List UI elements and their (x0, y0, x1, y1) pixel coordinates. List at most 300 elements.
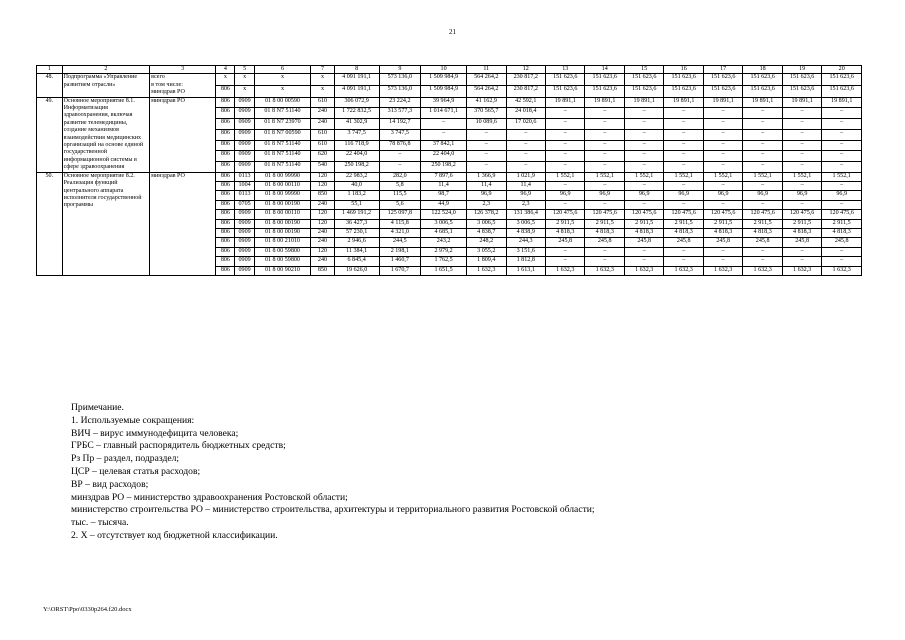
value-cell: – (624, 182, 663, 191)
responsible-executor-line: всего (151, 74, 165, 81)
column-number-cell: 11 (467, 66, 506, 74)
value-cell: 2 911,5 (703, 219, 742, 228)
value-cell: – (822, 247, 862, 256)
value-cell: 806 (216, 238, 235, 247)
value-cell: 151 623,6 (585, 86, 624, 98)
value-cell: 806 (216, 140, 235, 151)
value-cell: 610 (311, 129, 334, 140)
value-cell: – (506, 140, 545, 151)
value-cell: – (703, 200, 742, 209)
value-cell: – (664, 151, 703, 162)
value-cell: 01 8 00 00110 (254, 210, 311, 219)
value-cell: 19 891,1 (743, 97, 782, 108)
value-cell: 122 524,0 (421, 210, 467, 219)
table-row (37, 172, 862, 181)
value-cell: 1 632,3 (585, 266, 624, 275)
value-cell: – (585, 108, 624, 119)
value-cell: – (585, 247, 624, 256)
responsible-executor-line: минздрав РО (151, 172, 185, 179)
value-cell: 57 230,1 (334, 229, 379, 238)
value-cell: 01 8 N7 51140 (254, 140, 311, 151)
value-cell: 250 198,2 (334, 161, 379, 172)
value-cell: – (664, 161, 703, 172)
value-cell: 96,9 (467, 191, 506, 200)
column-number-cell: 18 (743, 66, 782, 74)
value-cell: 245,8 (743, 238, 782, 247)
value-cell: – (703, 108, 742, 119)
value-cell: 7 897,6 (421, 172, 467, 181)
value-cell: 151 623,6 (546, 86, 585, 98)
footer-file-path: Y:\ORST\Ppo\0330p264.f20.docx (43, 606, 132, 613)
value-cell: – (743, 129, 782, 140)
value-cell: – (822, 161, 862, 172)
value-cell: 1 552,1 (585, 172, 624, 181)
value-cell: – (703, 119, 742, 130)
value-cell: – (743, 161, 782, 172)
value-cell: 1 469 191,2 (334, 210, 379, 219)
column-number-cell: 2 (62, 66, 150, 74)
note-line: министерство строительства РО – министерство строительства, архитектуры и территориального развития Ростовской области; (71, 504, 595, 516)
value-cell: 1 509 984,9 (421, 86, 467, 98)
value-cell: 806 (216, 266, 235, 275)
value-cell: – (585, 161, 624, 172)
value-cell: 540 (311, 161, 334, 172)
value-cell: х (235, 86, 254, 98)
value-cell: 620 (311, 151, 334, 162)
value-cell: 151 623,6 (624, 74, 663, 86)
column-number-cell: 8 (334, 66, 379, 74)
value-cell: х (311, 86, 334, 98)
column-number-cell: 4 (216, 66, 235, 74)
value-cell: – (664, 140, 703, 151)
value-cell: 5,8 (379, 182, 421, 191)
value-cell: 17 020,6 (506, 119, 545, 130)
column-number-cell: 9 (379, 66, 421, 74)
value-cell: 0909 (235, 238, 254, 247)
responsible-executor-line: минздрав РО (151, 89, 185, 96)
value-cell: 806 (216, 210, 235, 219)
responsible-executor-cell (150, 172, 216, 275)
value-cell: 4 818,3 (624, 229, 663, 238)
value-cell: 151 623,6 (664, 86, 703, 98)
value-cell: 1 552,1 (624, 172, 663, 181)
value-cell: 39 964,9 (421, 97, 467, 108)
notes-section (71, 402, 871, 543)
value-cell: 610 (311, 140, 334, 151)
value-cell: 120 475,6 (546, 210, 585, 219)
value-cell: 41 162,9 (467, 97, 506, 108)
note-line: тыс. – тысяча. (71, 517, 129, 529)
value-cell: – (782, 119, 821, 130)
value-cell: – (782, 200, 821, 209)
value-cell: 248,2 (467, 238, 506, 247)
value-cell: 11,4 (467, 182, 506, 191)
value-cell: 230 817,2 (506, 74, 545, 86)
value-cell: 2 946,6 (334, 238, 379, 247)
value-cell: 4 091 191,1 (334, 86, 379, 98)
value-cell: – (743, 247, 782, 256)
note-line: 2. Х – отсутствует код бюджетной классификации. (71, 529, 278, 541)
value-cell: 306 072,9 (334, 97, 379, 108)
value-cell: 245,8 (703, 238, 742, 247)
value-cell: 1 021,9 (506, 172, 545, 181)
value-cell: 3 747,5 (379, 129, 421, 140)
value-cell: 230 817,2 (506, 86, 545, 98)
value-cell: 55,1 (334, 200, 379, 209)
value-cell: 14 192,7 (379, 119, 421, 130)
value-cell: 240 (311, 200, 334, 209)
value-cell: 96,9 (506, 191, 545, 200)
value-cell: 1 632,3 (664, 266, 703, 275)
value-cell: 151 623,6 (546, 74, 585, 86)
value-cell: 240 (311, 229, 334, 238)
value-cell: – (506, 161, 545, 172)
value-cell: 44,9 (421, 200, 467, 209)
value-cell: 0909 (235, 140, 254, 151)
value-cell: 3 006,5 (421, 219, 467, 228)
value-cell: – (506, 129, 545, 140)
value-cell: 806 (216, 97, 235, 108)
value-cell: 806 (216, 151, 235, 162)
value-cell: – (624, 247, 663, 256)
value-cell: 96,9 (585, 191, 624, 200)
value-cell: 125 097,8 (379, 210, 421, 219)
value-cell: 120 475,6 (743, 210, 782, 219)
value-cell: 01 8 00 21010 (254, 238, 311, 247)
value-cell: – (743, 257, 782, 266)
responsible-executor-line: минздрав РО (151, 97, 185, 104)
value-cell: 22 404,0 (421, 151, 467, 162)
value-cell: – (703, 247, 742, 256)
value-cell: 23 224,2 (379, 97, 421, 108)
value-cell: – (624, 119, 663, 130)
value-cell: – (743, 151, 782, 162)
value-cell: 4 818,3 (664, 229, 703, 238)
value-cell: – (782, 151, 821, 162)
value-cell: – (782, 247, 821, 256)
table-row (37, 97, 862, 108)
value-cell: – (546, 161, 585, 172)
value-cell: 0909 (235, 247, 254, 256)
value-cell: х (254, 86, 311, 98)
value-cell: 120 475,6 (822, 210, 862, 219)
value-cell: 0113 (235, 172, 254, 181)
value-cell: 245,8 (585, 238, 624, 247)
value-cell: 01 8 N7 51140 (254, 108, 311, 119)
budget-table (36, 65, 862, 276)
value-cell: 573 136,0 (379, 86, 421, 98)
value-cell: 806 (216, 108, 235, 119)
value-cell: 1 552,1 (743, 172, 782, 181)
value-cell: 1 552,1 (782, 172, 821, 181)
value-cell: 120 475,6 (664, 210, 703, 219)
value-cell: 19 891,1 (624, 97, 663, 108)
value-cell: 1 552,1 (703, 172, 742, 181)
value-cell: 151 623,6 (624, 86, 663, 98)
note-line: ГРБС – главный распорядитель бюджетных средств; (71, 440, 286, 452)
value-cell: – (782, 257, 821, 266)
value-cell: – (546, 257, 585, 266)
value-cell: 0909 (235, 97, 254, 108)
value-cell: – (624, 161, 663, 172)
value-cell: 0909 (235, 108, 254, 119)
value-cell: – (585, 151, 624, 162)
value-cell: 11,4 (421, 182, 467, 191)
value-cell: 3 151,6 (506, 247, 545, 256)
value-cell: 850 (311, 191, 334, 200)
value-cell: 4 818,3 (585, 229, 624, 238)
value-cell: 37 842,1 (421, 140, 467, 151)
program-description-cell: Основное мероприятие 8.2. Реализация функций центрального аппарата исполнителя государственной программы (62, 172, 150, 275)
value-cell: – (421, 119, 467, 130)
value-cell: – (585, 182, 624, 191)
note-line: ЦСР – целевая статья расходов; (71, 465, 201, 477)
value-cell: – (624, 108, 663, 119)
value-cell: 806 (216, 182, 235, 191)
value-cell: 01 8 00 00190 (254, 200, 311, 209)
value-cell: 610 (311, 97, 334, 108)
value-cell: 2 911,5 (743, 219, 782, 228)
value-cell: 806 (216, 86, 235, 98)
value-cell: 850 (311, 266, 334, 275)
value-cell: 0909 (235, 257, 254, 266)
value-cell: 1 014 671,1 (421, 108, 467, 119)
value-cell: – (379, 161, 421, 172)
value-cell: 4 818,3 (703, 229, 742, 238)
value-cell: 1 460,7 (379, 257, 421, 266)
value-cell: – (743, 200, 782, 209)
responsible-executor-line: в том числе: (151, 81, 183, 88)
value-cell: 151 623,6 (585, 74, 624, 86)
value-cell: 96,9 (743, 191, 782, 200)
value-cell: 1 762,5 (421, 257, 467, 266)
value-cell: 120 (311, 219, 334, 228)
value-cell: – (546, 151, 585, 162)
value-cell: 151 623,6 (664, 74, 703, 86)
value-cell: 3 747,5 (334, 129, 379, 140)
value-cell: 240 (311, 108, 334, 119)
value-cell: 151 623,6 (703, 86, 742, 98)
value-cell: – (664, 247, 703, 256)
value-cell: 120 475,6 (703, 210, 742, 219)
value-cell: – (822, 257, 862, 266)
value-cell: – (822, 119, 862, 130)
value-cell: 01 8 N7 23970 (254, 119, 311, 130)
column-number-cell: 5 (235, 66, 254, 74)
value-cell: – (664, 119, 703, 130)
value-cell: 1 552,1 (546, 172, 585, 181)
value-cell: – (546, 182, 585, 191)
value-cell: 151 623,6 (822, 74, 862, 86)
value-cell: – (467, 161, 506, 172)
value-cell: – (782, 129, 821, 140)
column-number-cell: 10 (421, 66, 467, 74)
value-cell: – (822, 182, 862, 191)
value-cell: 131 386,4 (506, 210, 545, 219)
value-cell: 245,8 (822, 238, 862, 247)
value-cell: 245,8 (624, 238, 663, 247)
value-cell: 1 632,3 (782, 266, 821, 275)
value-cell: 96,9 (546, 191, 585, 200)
value-cell: – (822, 108, 862, 119)
value-cell: 120 (311, 182, 334, 191)
value-cell: 96,9 (624, 191, 663, 200)
value-cell: – (624, 257, 663, 266)
value-cell: 120 (311, 247, 334, 256)
value-cell: 1 509 984,9 (421, 74, 467, 86)
value-cell: 806 (216, 219, 235, 228)
value-cell: 0909 (235, 229, 254, 238)
value-cell: 01 8 00 59800 (254, 257, 311, 266)
value-cell: 01 8 00 00190 (254, 219, 311, 228)
value-cell: 22 404,0 (334, 151, 379, 162)
column-number-cell: 20 (822, 66, 862, 74)
value-cell: 96,9 (782, 191, 821, 200)
value-cell: 0909 (235, 210, 254, 219)
value-cell: 1 183,2 (334, 191, 379, 200)
value-cell: – (546, 140, 585, 151)
value-cell: 0909 (235, 266, 254, 275)
value-cell: 151 623,6 (782, 86, 821, 98)
value-cell: – (782, 161, 821, 172)
column-number-row (37, 66, 862, 74)
row-number-cell: 48. (37, 74, 63, 97)
value-cell: 240 (311, 257, 334, 266)
value-cell: х (216, 74, 235, 86)
value-cell: 4 818,3 (546, 229, 585, 238)
value-cell: 5,6 (379, 200, 421, 209)
column-number-cell: 15 (624, 66, 663, 74)
value-cell: 313 577,3 (379, 108, 421, 119)
value-cell: 806 (216, 247, 235, 256)
value-cell: – (743, 140, 782, 151)
value-cell: 244,3 (506, 238, 545, 247)
value-cell: – (664, 129, 703, 140)
value-cell: 6 845,4 (334, 257, 379, 266)
value-cell: – (782, 140, 821, 151)
value-cell: 1 613,1 (506, 266, 545, 275)
value-cell: 2 911,5 (546, 219, 585, 228)
page-number: 21 (449, 28, 456, 36)
value-cell: 1 632,3 (546, 266, 585, 275)
note-line: минздрав РО – министерство здравоохранения Ростовской области; (71, 491, 348, 503)
column-number-cell: 19 (782, 66, 821, 74)
value-cell: 116 718,9 (334, 140, 379, 151)
value-cell: 42 592,1 (506, 97, 545, 108)
value-cell: 96,9 (703, 191, 742, 200)
value-cell: 0909 (235, 161, 254, 172)
value-cell: 01 8 00 59800 (254, 247, 311, 256)
value-cell: – (546, 247, 585, 256)
value-cell: 806 (216, 229, 235, 238)
value-cell: 4 838,7 (467, 229, 506, 238)
value-cell: 01 8 N7 51140 (254, 161, 311, 172)
value-cell: 01 8 00 00190 (254, 229, 311, 238)
value-cell: 1 651,5 (421, 266, 467, 275)
responsible-executor-cell (150, 74, 216, 97)
note-line: 1. Используемые сокращения: (71, 414, 195, 426)
value-cell: 1 632,3 (467, 266, 506, 275)
value-cell: – (822, 151, 862, 162)
value-cell: – (421, 129, 467, 140)
value-cell: 282,0 (379, 172, 421, 181)
value-cell: 19 626,0 (334, 266, 379, 275)
value-cell: х (235, 74, 254, 86)
value-cell: – (624, 151, 663, 162)
value-cell: х (254, 74, 311, 86)
value-cell: 2 911,5 (664, 219, 703, 228)
value-cell: – (743, 182, 782, 191)
note-line: ВИЧ – вирус иммунодефицита человека; (71, 427, 239, 439)
value-cell: – (822, 140, 862, 151)
note-line: ВР – вид расходов; (71, 478, 149, 490)
notes-title: Примечание. (71, 402, 124, 413)
value-cell: – (546, 119, 585, 130)
value-cell: – (585, 140, 624, 151)
value-cell: 96,9 (664, 191, 703, 200)
value-cell: 151 623,6 (703, 74, 742, 86)
value-cell: – (379, 151, 421, 162)
value-cell: – (585, 119, 624, 130)
value-cell: – (585, 129, 624, 140)
value-cell: 2 198,1 (379, 247, 421, 256)
value-cell: 0113 (235, 191, 254, 200)
value-cell: 0909 (235, 219, 254, 228)
value-cell: – (703, 257, 742, 266)
row-number-cell: 49. (37, 97, 63, 172)
value-cell: 4 685,1 (421, 229, 467, 238)
value-cell: – (467, 151, 506, 162)
value-cell: – (546, 108, 585, 119)
value-cell: 240 (311, 119, 334, 130)
value-cell: 1 632,3 (822, 266, 862, 275)
value-cell: – (624, 200, 663, 209)
value-cell: 120 (311, 210, 334, 219)
value-cell: 806 (216, 161, 235, 172)
value-cell: 0909 (235, 129, 254, 140)
column-number-cell: 6 (254, 66, 311, 74)
value-cell: – (664, 182, 703, 191)
value-cell: 4 838,9 (506, 229, 545, 238)
value-cell: 4 818,3 (782, 229, 821, 238)
value-cell: 1 632,3 (743, 266, 782, 275)
value-cell: – (743, 119, 782, 130)
value-cell: – (467, 129, 506, 140)
column-number-cell: 16 (664, 66, 703, 74)
value-cell: 01 8 00 00590 (254, 97, 311, 108)
value-cell: 115,5 (379, 191, 421, 200)
value-cell: 2 911,5 (585, 219, 624, 228)
value-cell: – (703, 140, 742, 151)
value-cell: 120 (311, 172, 334, 181)
value-cell: 98,7 (421, 191, 467, 200)
value-cell: 2 979,2 (421, 247, 467, 256)
value-cell: – (624, 140, 663, 151)
value-cell: 19 891,1 (664, 97, 703, 108)
value-cell: 19 891,1 (703, 97, 742, 108)
value-cell: 564 264,2 (467, 74, 506, 86)
value-cell: 1004 (235, 182, 254, 191)
value-cell: 120 475,6 (624, 210, 663, 219)
value-cell: 120 475,6 (585, 210, 624, 219)
value-cell: 1 552,1 (822, 172, 862, 181)
value-cell: 245,8 (664, 238, 703, 247)
value-cell: 126 378,2 (467, 210, 506, 219)
value-cell: – (664, 108, 703, 119)
value-cell: – (782, 108, 821, 119)
value-cell: 4 321,0 (379, 229, 421, 238)
value-cell: – (822, 129, 862, 140)
